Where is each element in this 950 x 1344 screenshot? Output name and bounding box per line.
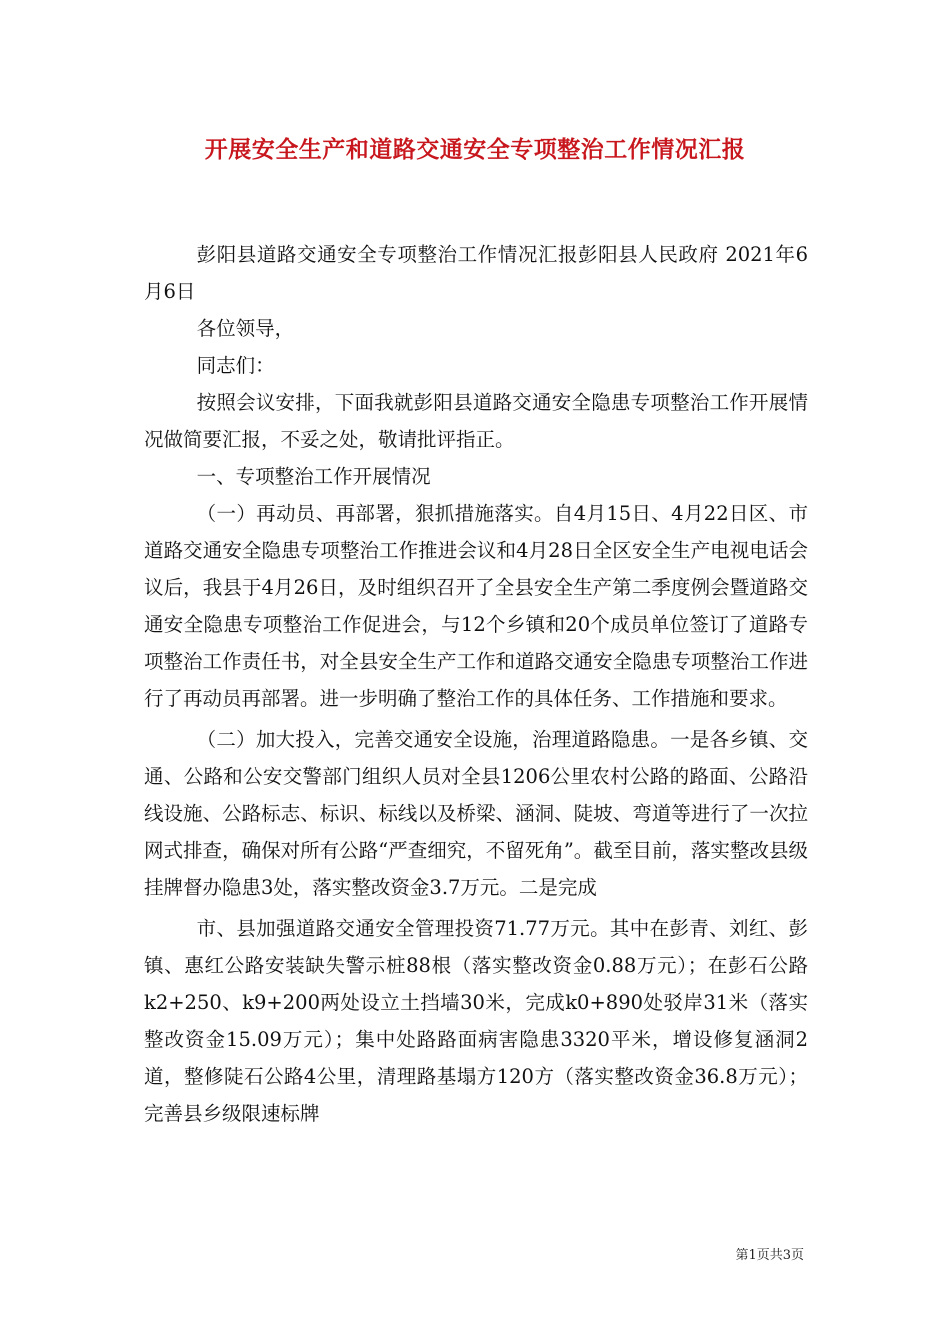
salutation-comrades: 同志们： [196,354,275,377]
page-number: 第1页共3页 [735,1248,804,1263]
paragraph-item-2: （二）加大投入，完善交通安全设施，治理道路隐患。一是各乡镇、交通、公路和公安交警部门组织人员对全县1206公里农村公路的路面、公路沿线设施、公路标志、标识、标线以及桥梁、涵洞、陡坡、弯道等进行了一次拉网式排查，确保对所有公路“严查细究，不留死角”。截至目前，落实整改县级挂牌督办隐患3处，落实整改资金3.7万元。二是完成 [144,728,808,899]
paragraph-item-1: （一）再动员、再部署，狠抓措施落实。自4月15日、4月22日区、市道路交通安全隐患专项整治工作推进会议和4月28日全区安全生产电视电话会议后，我县于4月26日，及时组织召开了全县安全生产第二季度例会暨道路交通安全隐患专项整治工作促进会，与12个乡镇和20个成员单位签订了道路专项整治工作责任书，对全县安全生产工作和道路交通安全隐患专项整治工作进行了再动员再部署。进一步明确了整治工作的具体任务、工作措施和要求。 [144,502,808,710]
document-title: 开展安全生产和道路交通安全专项整治工作情况汇报 [204,136,746,163]
paragraph-continuation: 市、县加强道路交通安全管理投资71.77万元。其中在彭青、刘红、彭镇、惠红公路安装缺失警示桩88根（落实整改资金0.88万元）；在彭石公路k2+250、k9+200两处设立土挡墙30米，完成k0+890处驳岸31米（落实整改资金15.09万元）；集中处路路面病害隐患3320平米，增设修复涵洞2道，整修陡石公路4公里，清理路基塌方120方（落实整改资金36.8万元）；完善县乡级限速标牌 [144,917,808,1125]
header-line: 彭阳县道路交通安全专项整治工作情况汇报彭阳县人民政府 2021年6月6日 [144,243,808,303]
intro-paragraph: 按照会议安排，下面我就彭阳县道路交通安全隐患专项整治工作开展情况做简要汇报，不妥之处，敬请批评指正。 [144,391,808,451]
document-body [144,236,808,1132]
section-heading-1: 一、专项整治工作开展情况 [196,465,431,488]
salutation-leaders: 各位领导， [196,317,295,340]
